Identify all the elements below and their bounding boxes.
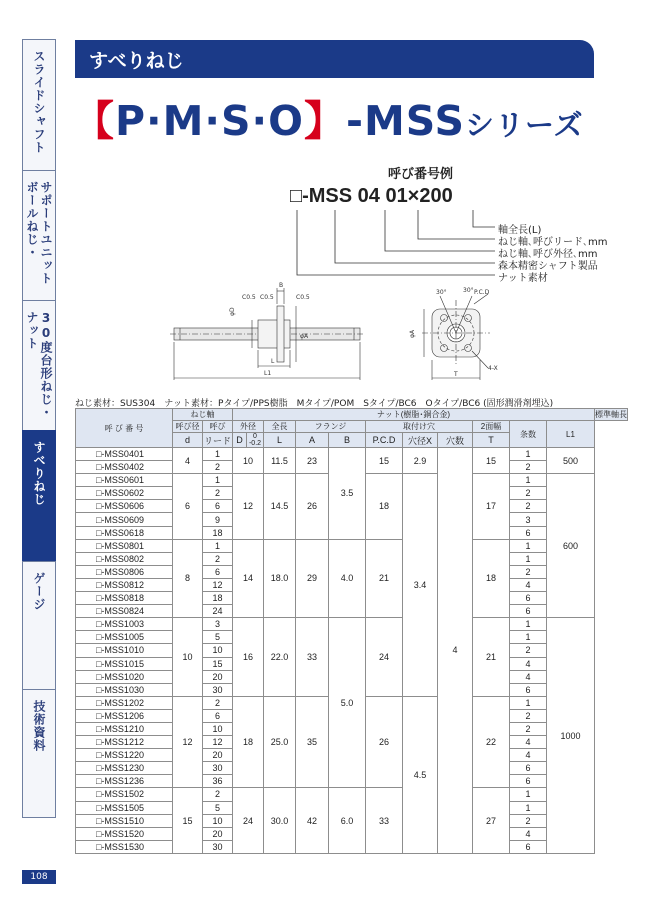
header-part: 呼 び 番 号: [76, 409, 173, 448]
threads: 3: [510, 513, 547, 526]
flange-dia: 26: [296, 474, 329, 539]
threads: 2: [510, 487, 547, 500]
outer-dia: 24: [233, 788, 264, 853]
sidebar-tab-sliding-screw[interactable]: [22, 430, 56, 561]
lead: 3: [203, 618, 233, 631]
sidebar-tab-slide-shaft[interactable]: [22, 39, 56, 170]
threads: 2: [510, 500, 547, 513]
lead: 6: [203, 709, 233, 722]
legend-outer-dia: ねじ軸､呼び外径､mm: [498, 249, 598, 260]
header-B: B: [329, 433, 366, 448]
title-bracket-open: 【: [73, 97, 115, 145]
part-number: □-MSS1502: [76, 788, 173, 801]
header-hole-dia: 穴径X: [403, 433, 438, 448]
threads: 2: [510, 565, 547, 578]
lead: 18: [203, 526, 233, 539]
lead: 1: [203, 448, 233, 461]
hole-dia: 4.5: [403, 696, 438, 853]
header-nominal-dia: 呼び径: [173, 421, 203, 433]
nut-length: 11.5: [264, 448, 296, 474]
threads: 1: [510, 631, 547, 644]
std-length: 500: [547, 448, 595, 474]
hole-dia: 2.9: [403, 448, 438, 474]
legend-lead: ねじ軸､呼びリード､mm: [498, 237, 608, 248]
threads: 6: [510, 683, 547, 696]
threads: 4: [510, 749, 547, 762]
lead: 30: [203, 840, 233, 853]
threads: 2: [510, 644, 547, 657]
threads: 4: [510, 670, 547, 683]
order-example-caption: 呼び番号例: [388, 167, 454, 182]
outer-dia: 10: [233, 448, 264, 474]
header-flange: フランジ: [296, 421, 366, 433]
part-number: □-MSS1015: [76, 657, 173, 670]
pcd-label: P.C.D: [474, 289, 490, 296]
part-number: □-MSS1510: [76, 814, 173, 827]
header-std-length: 標準軸長: [595, 410, 627, 419]
flange-dia: 29: [296, 539, 329, 618]
lead: 20: [203, 749, 233, 762]
lead: 12: [203, 736, 233, 749]
lead: 2: [203, 696, 233, 709]
title-main: P·M·S·O: [115, 97, 304, 145]
title-suffix: -MSS: [345, 97, 466, 145]
legend-maker: 森本精密シャフト製品: [498, 261, 598, 272]
two-face-width: 21: [473, 618, 510, 697]
header-lead: リード: [203, 433, 233, 448]
nominal-dia: 10: [173, 618, 203, 697]
header-l1: L1: [547, 421, 595, 448]
tolerance-upper: 0: [253, 433, 257, 440]
part-number: □-MSS1210: [76, 722, 173, 735]
part-number: □-MSS1020: [76, 670, 173, 683]
hole-count: 4: [438, 448, 473, 854]
part-number: □-MSS1520: [76, 827, 173, 840]
threads: 1: [510, 552, 547, 565]
lead: 5: [203, 631, 233, 644]
lead: 6: [203, 500, 233, 513]
chamfer-label-2: C0.5: [260, 294, 274, 301]
nut-length: 30.0: [264, 788, 296, 853]
pcd: 15: [366, 448, 403, 474]
nominal-dia: 12: [173, 696, 203, 788]
table-row: [76, 788, 628, 801]
header-lead-group: 呼び: [203, 421, 233, 433]
sidebar-tab-label: 技術資料: [32, 700, 46, 752]
header-total: 全長: [264, 421, 296, 433]
lead: 12: [203, 578, 233, 591]
outer-dia-label: φD: [229, 307, 236, 316]
legend-nut-material: ナット素材: [498, 273, 548, 284]
threads: 1: [510, 474, 547, 487]
part-number: □-MSS0801: [76, 539, 173, 552]
flange-dia-label: φA: [300, 333, 309, 340]
title-small: シリーズ: [465, 108, 584, 142]
threads: 2: [510, 814, 547, 827]
two-face-label: T: [454, 371, 458, 378]
front-dia-label: φA: [409, 329, 416, 338]
part-number: □-MSS1212: [76, 736, 173, 749]
sidebar-bottom-rule: [22, 817, 56, 818]
flange-thickness: 4.0: [329, 539, 366, 618]
header-d: d: [173, 433, 203, 448]
threads: 1: [510, 539, 547, 552]
outer-dia: 16: [233, 618, 264, 697]
series-title: [73, 88, 584, 147]
lead: 20: [203, 670, 233, 683]
part-number: □-MSS0601: [76, 474, 173, 487]
sidebar-tab-label: ゲージ: [32, 572, 46, 611]
sidebar-tab-label: スライドシャフト: [32, 50, 46, 154]
flange-width-label: B: [279, 282, 284, 289]
nominal-dia: 8: [173, 539, 203, 618]
threads: 6: [510, 526, 547, 539]
hole-label: 4-X: [488, 365, 498, 372]
lead: 30: [203, 683, 233, 696]
flange-dia: 42: [296, 788, 329, 853]
pcd: 18: [366, 474, 403, 539]
tolerance-lower: -0.2: [248, 440, 262, 447]
flange-thickness: 3.5: [329, 448, 366, 540]
threads: 6: [510, 775, 547, 788]
flange-dia: 23: [296, 448, 329, 474]
header-T: T: [473, 433, 510, 448]
threads: 4: [510, 736, 547, 749]
flange-thickness: 5.0: [329, 618, 366, 788]
page-number: 108: [22, 870, 56, 884]
part-number: □-MSS0802: [76, 552, 173, 565]
technical-drawing: [170, 282, 510, 382]
lead: 5: [203, 801, 233, 814]
header-mount-hole: 取付け穴: [366, 421, 473, 433]
nominal-dia: 15: [173, 788, 203, 853]
legend-shaft-length: 軸全長(L): [498, 225, 542, 236]
lead: 1: [203, 539, 233, 552]
header-outer: 外径: [233, 421, 264, 433]
material-note: ねじ素材：SUS304 ナット素材：Pタイプ/PPS樹脂 Mタイプ/POM Sタイプ/BC6 Oタイプ/BC6 (固形潤滑剤埋込): [75, 399, 554, 409]
lead: 15: [203, 657, 233, 670]
order-example-code: □-MSS 04 01×200: [290, 185, 453, 207]
sidebar-tab-label: すべりねじ: [32, 441, 46, 506]
header-pcd: P.C.D: [366, 433, 403, 448]
lead: 10: [203, 814, 233, 827]
lead: 2: [203, 788, 233, 801]
nominal-dia: 6: [173, 474, 203, 539]
table-row: [76, 618, 628, 631]
lead: 24: [203, 605, 233, 618]
title-bracket-close: 】: [303, 97, 346, 145]
order-example: [290, 163, 608, 284]
sidebar-tab-label: 30度台形ねじ・ナット: [25, 311, 53, 419]
threads: 1: [510, 801, 547, 814]
sidebar-tab-label: サポートユニット: [39, 181, 53, 285]
chamfer-label-3: C0.5: [296, 294, 310, 301]
category-header: [75, 40, 594, 78]
part-number: □-MSS1003: [76, 618, 173, 631]
header-hole-count: 穴数: [438, 433, 473, 448]
std-length: 1000: [547, 618, 595, 854]
part-number: □-MSS1030: [76, 683, 173, 696]
nut-length: 18.0: [264, 539, 296, 618]
sidebar-tab-trapezoid-screw[interactable]: [22, 300, 56, 430]
table-row: [76, 448, 628, 461]
chamfer-label-1: C0.5: [242, 294, 256, 301]
part-number: □-MSS0401: [76, 448, 173, 461]
lead: 2: [203, 552, 233, 565]
threads: 1: [510, 788, 547, 801]
nominal-dia: 4: [173, 448, 203, 474]
threads: 2: [510, 709, 547, 722]
pcd: 21: [366, 539, 403, 618]
two-face-width: 15: [473, 448, 510, 474]
threads: 1: [510, 618, 547, 631]
part-number: □-MSS0606: [76, 500, 173, 513]
hole-dia: 3.4: [403, 474, 438, 697]
nut-length: 14.5: [264, 474, 296, 539]
header-tolerance: [247, 433, 264, 448]
part-number: □-MSS0824: [76, 605, 173, 618]
header-A: A: [296, 433, 329, 448]
lead: 36: [203, 775, 233, 788]
flange-dia: 33: [296, 618, 329, 697]
lead: 10: [203, 644, 233, 657]
two-face-width: 27: [473, 788, 510, 853]
threads: 1: [510, 696, 547, 709]
header-nut: ナット(樹脂･銅合金): [233, 409, 595, 421]
threads: 1: [510, 448, 547, 461]
header-threads: 条数: [510, 421, 547, 448]
part-number: □-MSS0812: [76, 578, 173, 591]
part-number: □-MSS1010: [76, 644, 173, 657]
part-number: □-MSS1206: [76, 709, 173, 722]
threads: 4: [510, 827, 547, 840]
threads: 6: [510, 605, 547, 618]
lead: 20: [203, 827, 233, 840]
two-face-width: 17: [473, 474, 510, 539]
lead: 2: [203, 487, 233, 500]
header-screw-shaft: ねじ軸: [173, 409, 233, 421]
lead: 10: [203, 722, 233, 735]
part-number: □-MSS1230: [76, 762, 173, 775]
threads: 2: [510, 461, 547, 474]
part-number: □-MSS0806: [76, 565, 173, 578]
pcd: 26: [366, 696, 403, 788]
threads: 6: [510, 762, 547, 775]
lead: 18: [203, 592, 233, 605]
part-number: □-MSS0618: [76, 526, 173, 539]
pcd: 33: [366, 788, 403, 853]
nut-length: 22.0: [264, 618, 296, 697]
sidebar-tab-technical-data[interactable]: [22, 689, 56, 817]
flange-thickness: 6.0: [329, 788, 366, 853]
part-number: □-MSS1530: [76, 840, 173, 853]
table-row: [76, 539, 628, 552]
threads: 6: [510, 840, 547, 853]
part-number: □-MSS0602: [76, 487, 173, 500]
part-number: □-MSS0818: [76, 592, 173, 605]
part-number: □-MSS0402: [76, 461, 173, 474]
category-title: すべりねじ: [89, 50, 184, 72]
sidebar-tab-ball-screw[interactable]: [22, 170, 56, 300]
threads: 4: [510, 578, 547, 591]
two-face-width: 22: [473, 696, 510, 788]
outer-dia: 12: [233, 474, 264, 539]
sidebar-tabs: [22, 39, 56, 817]
two-face-width: 18: [473, 539, 510, 618]
lead: 1: [203, 474, 233, 487]
part-number: □-MSS1005: [76, 631, 173, 644]
lead: 30: [203, 762, 233, 775]
header-D: D: [233, 433, 247, 448]
threads: 4: [510, 657, 547, 670]
shaft-length-label: L1: [264, 370, 272, 377]
nut-length: 25.0: [264, 696, 296, 788]
threads: 6: [510, 592, 547, 605]
part-number: □-MSS1202: [76, 696, 173, 709]
lead: 2: [203, 461, 233, 474]
header-two-face: 2面幅: [473, 421, 510, 433]
outer-dia: 18: [233, 696, 264, 788]
outer-dia: 14: [233, 539, 264, 618]
pcd: 24: [366, 618, 403, 697]
spec-table: [75, 408, 628, 854]
angle-label-1: 30°: [436, 289, 447, 296]
header-L: L: [264, 433, 296, 448]
part-number: □-MSS0609: [76, 513, 173, 526]
nut-length-label: L: [271, 358, 275, 365]
part-number: □-MSS1236: [76, 775, 173, 788]
part-number: □-MSS1505: [76, 801, 173, 814]
part-number: □-MSS1220: [76, 749, 173, 762]
sidebar-tab-label: ボールねじ・: [25, 181, 39, 259]
angle-label-2: 30°: [463, 287, 474, 294]
lead: 9: [203, 513, 233, 526]
std-length: 600: [547, 474, 595, 618]
lead: 6: [203, 565, 233, 578]
sidebar-tab-gauge[interactable]: [22, 561, 56, 689]
threads: 2: [510, 722, 547, 735]
flange-dia: 35: [296, 696, 329, 788]
